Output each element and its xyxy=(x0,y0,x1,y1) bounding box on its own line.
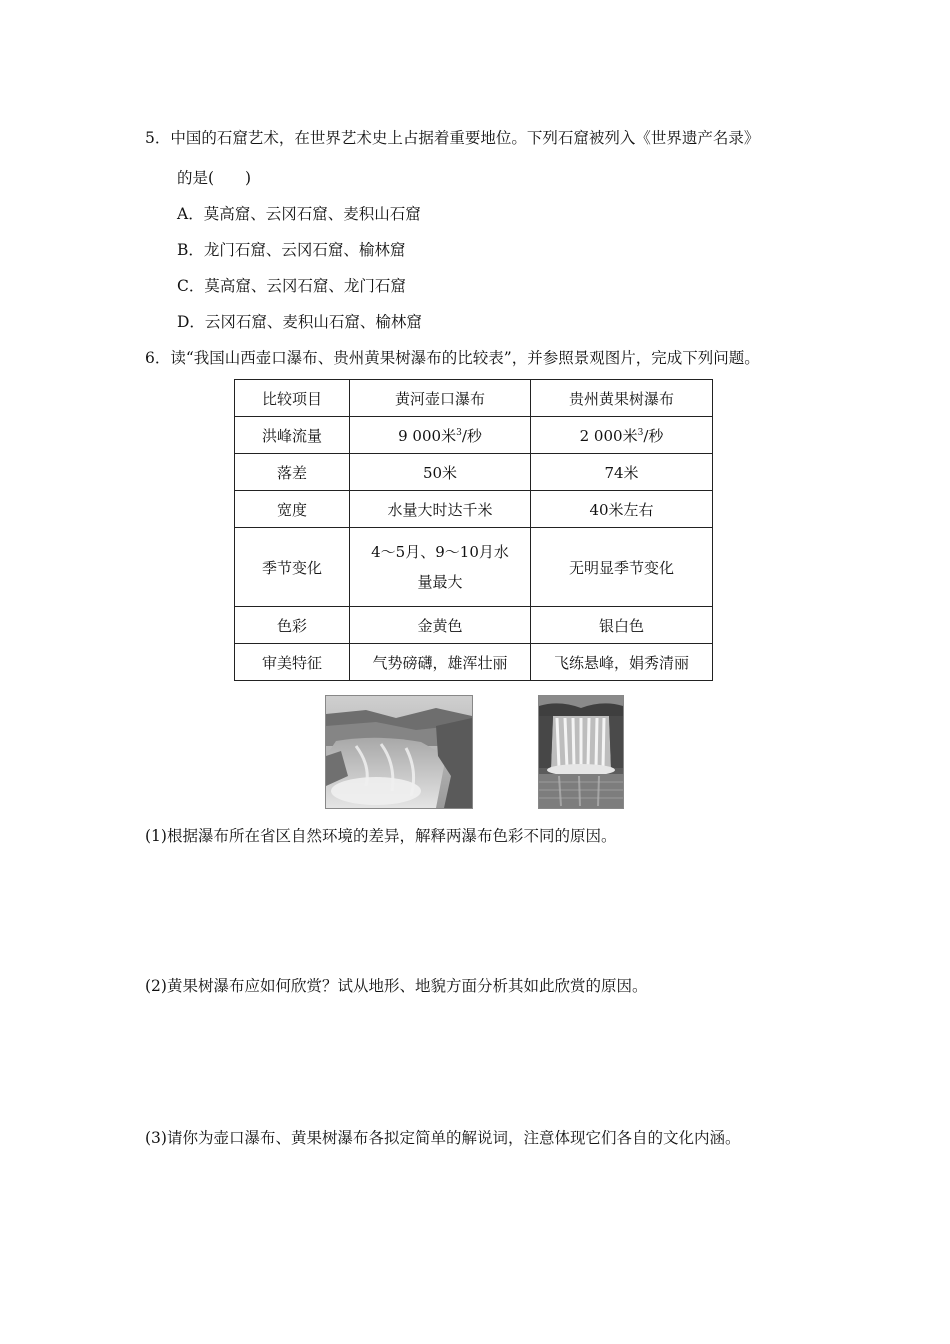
table-header-huangguoshu: 贵州黄果树瀑布 xyxy=(531,380,713,417)
table-cell-huangguoshu-aesthetic: 飞练悬峰，娟秀清丽 xyxy=(531,644,713,681)
table-row-season xyxy=(235,528,713,607)
table-cell-hukou-drop: 50米 xyxy=(350,454,531,491)
q6-subquestion-1: (1)根据瀑布所在省区自然环境的差异，解释两瀑布色彩不同的原因。 xyxy=(145,827,617,845)
table-cell-huangguoshu-width: 40米左右 xyxy=(531,491,713,528)
table-cell-huangguoshu-drop: 74米 xyxy=(531,454,713,491)
table-cell-hukou-color: 金黄色 xyxy=(350,607,531,644)
table-cell-label: 审美特征 xyxy=(235,644,350,681)
q6-stem: 6．读“我国山西壶口瀑布、贵州黄果树瀑布的比较表”，并参照景观图片，完成下列问题。 xyxy=(145,349,760,367)
table-row-drop xyxy=(235,454,713,491)
table-cell-hukou-aesthetic: 气势磅礴，雄浑壮丽 xyxy=(350,644,531,681)
hukou-waterfall-photo xyxy=(325,695,473,809)
q6-subquestion-2: (2)黄果树瀑布应如何欣赏？试从地形、地貌方面分析其如此欣赏的原因。 xyxy=(145,977,648,995)
table-cell-huangguoshu-season: 无明显季节变化 xyxy=(531,528,713,607)
table-cell-huangguoshu-color: 银白色 xyxy=(531,607,713,644)
q5-option-d: D．云冈石窟、麦积山石窟、榆林窟 xyxy=(177,313,422,331)
q5-option-c: C．莫高窟、云冈石窟、龙门石窟 xyxy=(177,277,406,295)
q5-stem-line1: 5．中国的石窟艺术，在世界艺术史上占据着重要地位。下列石窟被列入《世界遗产名录》 xyxy=(145,129,760,147)
table-row-width xyxy=(235,491,713,528)
table-cell-hukou-width: 水量大时达千米 xyxy=(350,491,531,528)
table-cell-label: 洪峰流量 xyxy=(235,417,350,454)
table-header-hukou: 黄河壶口瀑布 xyxy=(350,380,531,417)
table-cell-huangguoshu-flow: 2 000米$^3$/秒 xyxy=(531,417,713,454)
table-cell-label: 宽度 xyxy=(235,491,350,528)
huangguoshu-waterfall-photo xyxy=(538,695,624,809)
table-header-row xyxy=(235,380,713,417)
q5-stem-line2: 的是( ) xyxy=(177,169,252,187)
table-header-item: 比较项目 xyxy=(235,380,350,417)
q5-option-a: A．莫高窟、云冈石窟、麦积山石窟 xyxy=(177,205,421,223)
table-cell-label: 色彩 xyxy=(235,607,350,644)
q5-option-b: B．龙门石窟、云冈石窟、榆林窟 xyxy=(177,241,406,259)
table-cell-label: 季节变化 xyxy=(235,528,350,607)
table-row-color xyxy=(235,607,713,644)
table-row-aesthetic xyxy=(235,644,713,681)
q6-subquestion-3: (3)请你为壶口瀑布、黄果树瀑布各拟定简单的解说词，注意体现它们各自的文化内涵。 xyxy=(145,1129,741,1147)
table-cell-label: 落差 xyxy=(235,454,350,491)
waterfall-comparison-table xyxy=(234,379,713,681)
table-row-flow xyxy=(235,417,713,454)
table-cell-hukou-flow: 9 000米$^3$/秒 xyxy=(350,417,531,454)
table-cell-hukou-season: 4～5月、9～10月水 量最大 xyxy=(350,528,531,607)
